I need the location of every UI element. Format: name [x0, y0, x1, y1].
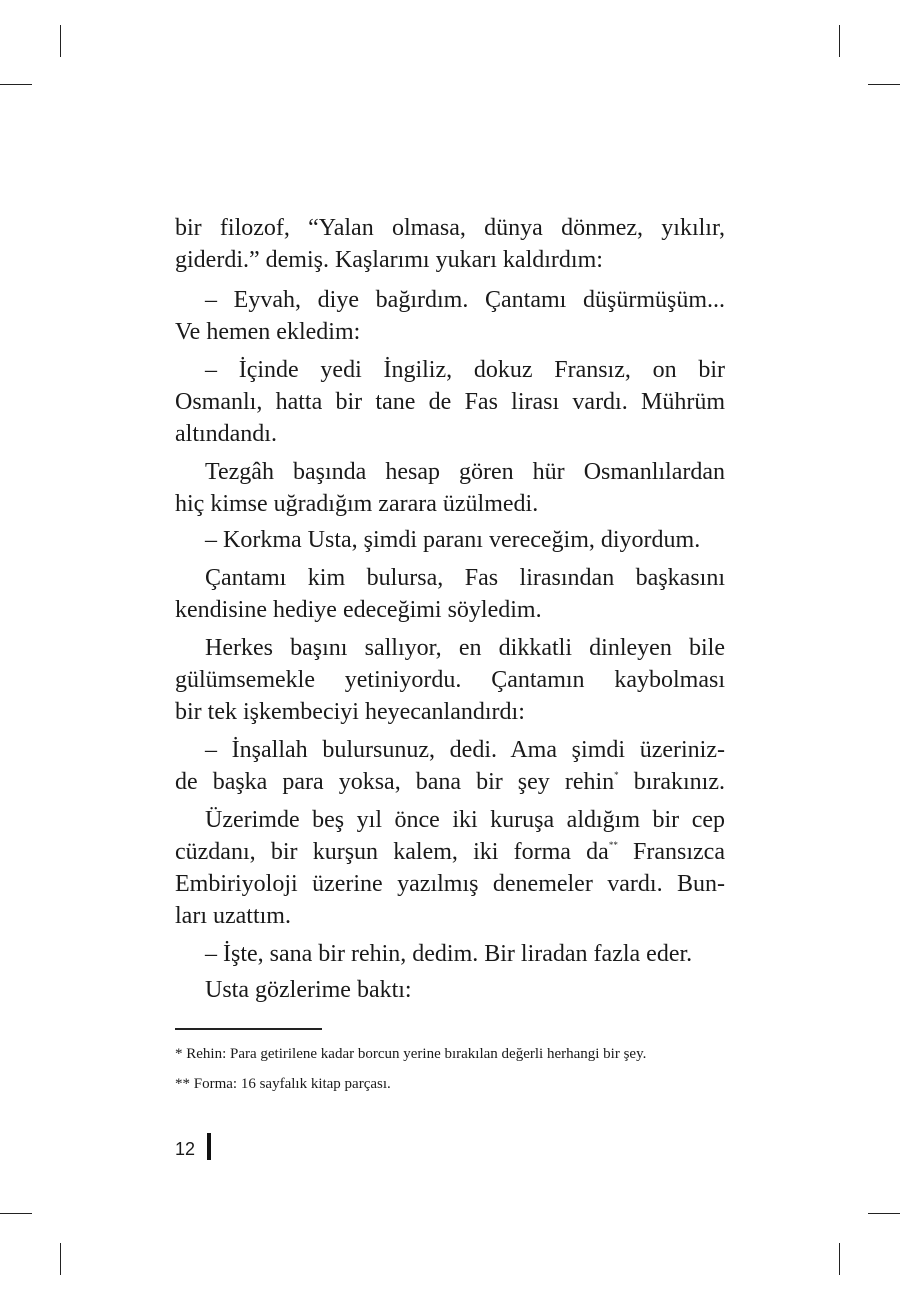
text-line: – Korkma Usta, şimdi paranı vereceğim, diyordum.: [205, 527, 701, 553]
crop-mark-top-left-horizontal: [0, 84, 32, 85]
text-line: Ve hemen ekledim:: [175, 319, 361, 345]
text-line: ları uzattım.: [175, 903, 291, 929]
crop-mark-bottom-right-horizontal: [868, 1213, 900, 1214]
text-segment: Fransızca: [617, 839, 725, 865]
text-line: Tezgâh başında hesap gören hür Osmanlılardan: [205, 459, 725, 485]
page-number: 12: [175, 1139, 196, 1159]
text-line: Herkes başını sallıyor, en dikkatli dinleyen bile: [205, 635, 725, 661]
text-segment: de başka para yoksa, bana bir şey rehin: [175, 769, 615, 795]
crop-mark-top-right-horizontal: [868, 84, 900, 85]
footnote-marker: **: [608, 840, 618, 850]
text-line: – İçinde yedi İngiliz, dokuz Fransız, on bir: [205, 357, 725, 383]
crop-mark-bottom-left-vertical: [60, 1243, 61, 1275]
text-line: [175, 767, 725, 799]
text-line: Çantamı kim bulursa, Fas lirasından başkasını: [205, 565, 725, 591]
text-line: bir filozof, “Yalan olmasa, dünya dönmez, yıkılır,: [175, 215, 725, 241]
footnote: ** Forma: 16 sayfalık kitap parçası.: [175, 1076, 391, 1092]
text-line: altındandı.: [175, 421, 277, 447]
text-line: hiç kimse uğradığım zarara üzülmedi.: [175, 491, 539, 517]
text-line: – İşte, sana bir rehin, dedim. Bir liradan fazla eder.: [205, 941, 693, 967]
text-line: gülümsemekle yetiniyordu. Çantamın kaybolması: [175, 667, 725, 693]
text-line: Osmanlı, hatta bir tane de Fas lirası vardı. Mührüm: [175, 389, 725, 415]
text-line: kendisine hediye edeceğimi söyledim.: [175, 597, 542, 623]
text-segment: cüzdanı, bir kurşun kalem, iki forma da: [175, 839, 609, 865]
text-line: Embiriyoloji üzerine yazılmış denemeler vardı. Bun-: [175, 871, 725, 897]
text-line: bir tek işkembeciyi heyecanlandırdı:: [175, 699, 525, 725]
text-line: Usta gözlerime baktı:: [205, 977, 412, 1003]
page-number-bar: [207, 1133, 211, 1160]
text-line: [175, 837, 725, 869]
crop-mark-top-left-vertical: [60, 25, 61, 57]
footnote-marker: *: [614, 770, 619, 780]
crop-mark-bottom-left-horizontal: [0, 1213, 32, 1214]
text-line: giderdi.” demiş. Kaşlarımı yukarı kaldırdım:: [175, 247, 603, 273]
text-line: Üzerimde beş yıl önce iki kuruşa aldığım bir cep: [205, 807, 725, 833]
text-line: – İnşallah bulursunuz, dedi. Ama şimdi üzeriniz-: [205, 737, 725, 763]
text-segment: bırakınız.: [618, 769, 725, 795]
crop-mark-bottom-right-vertical: [839, 1243, 840, 1275]
footnote: * Rehin: Para getirilene kadar borcun yerine bırakılan değerli herhangi bir şey.: [175, 1046, 647, 1062]
crop-mark-top-right-vertical: [839, 25, 840, 57]
footnote-rule: [175, 1028, 322, 1030]
text-line: – Eyvah, diye bağırdım. Çantamı düşürmüşüm...: [205, 287, 725, 313]
